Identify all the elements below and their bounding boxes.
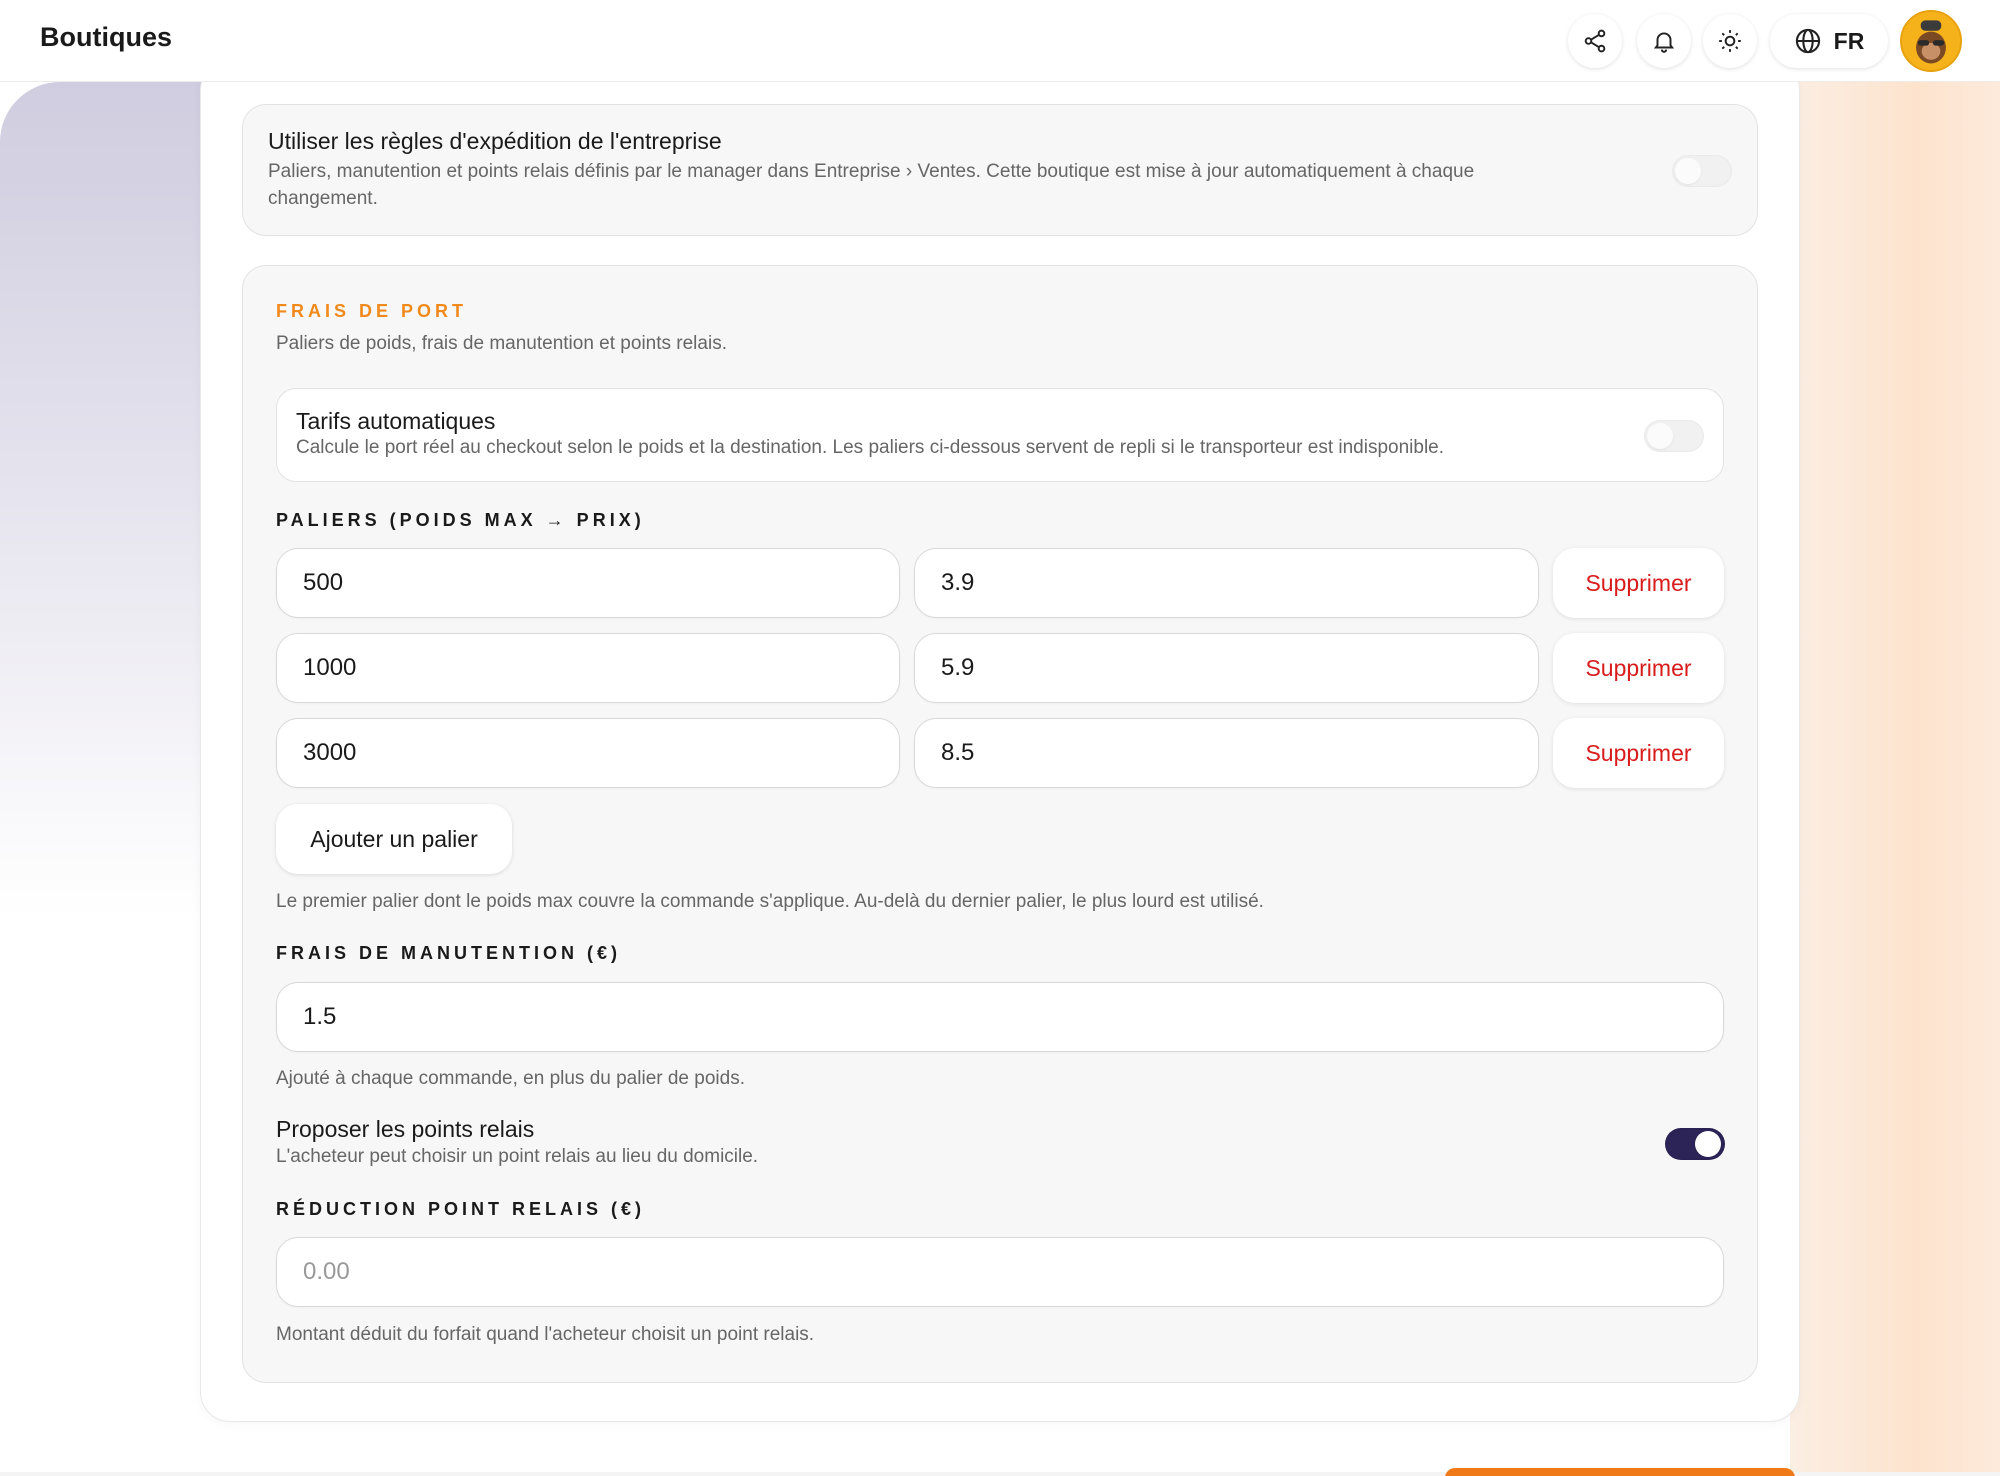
relay-points-description: L'acheteur peut choisir un point relais au lieu du domicile. <box>276 1146 759 1167</box>
add-tier-button[interactable]: Ajouter un palier <box>276 804 512 874</box>
top-bar <box>0 0 2000 82</box>
globe-icon <box>1794 27 1822 55</box>
bell-icon <box>1651 28 1677 54</box>
language-label: FR <box>1833 27 1865 54</box>
auto-rates-panel <box>276 388 1724 482</box>
toggle-knob <box>1675 158 1701 184</box>
background-right-gradient <box>1790 82 2000 1476</box>
tier-max-weight-input[interactable]: 500 <box>276 548 900 618</box>
tier-max-weight-input[interactable]: 3000 <box>276 718 900 788</box>
relay-points-toggle[interactable] <box>1665 1128 1725 1160</box>
tiers-help-text: Le premier palier dont le poids max couvre la commande s'applique. Au-delà du dernier palier, le plus lourd est utilisé. <box>276 891 1264 912</box>
tier-price-input[interactable]: 8.5 <box>914 718 1539 788</box>
share-button[interactable] <box>1568 14 1622 68</box>
shipping-section-description: Paliers de poids, frais de manutention et points relais. <box>276 333 727 354</box>
delete-tier-button[interactable]: Supprimer <box>1553 718 1724 788</box>
share-icon <box>1582 28 1608 54</box>
theme-toggle-button[interactable] <box>1703 14 1757 68</box>
handling-fees-label: FRAIS DE MANUTENTION (€) <box>276 943 621 963</box>
company-rules-toggle[interactable] <box>1672 155 1732 187</box>
tiers-label: PALIERS (POIDS MAX → PRIX) <box>276 510 645 530</box>
company-rules-description: Paliers, manutention et points relais définis par le manager dans Entreprise › Ventes. Cette boutique est mise à jour automatiquement à chaque changement. <box>268 161 1475 209</box>
company-rules-title: Utiliser les règles d'expédition de l'entreprise <box>268 128 722 154</box>
sun-icon <box>1717 28 1743 54</box>
tier-price-input[interactable]: 5.9 <box>914 633 1539 703</box>
auto-rates-title: Tarifs automatiques <box>296 408 496 434</box>
user-avatar-icon <box>1902 12 1960 70</box>
tier-max-weight-input[interactable]: 1000 <box>276 633 900 703</box>
relay-discount-label: RÉDUCTION POINT RELAIS (€) <box>276 1199 646 1219</box>
handling-fees-input[interactable]: 1.5 <box>276 982 1724 1052</box>
auto-rates-description: Calcule le port réel au checkout selon le poids et la destination. Les paliers ci-dessous servent de repli si le transporteur est indisponible. <box>296 437 1445 458</box>
relay-points-title: Proposer les points relais <box>276 1116 535 1142</box>
handling-fees-help-text: Ajouté à chaque commande, en plus du palier de poids. <box>276 1068 745 1089</box>
relay-discount-help-text: Montant déduit du forfait quand l'acheteur choisit un point relais. <box>276 1324 815 1345</box>
avatar[interactable] <box>1900 10 1962 72</box>
relay-discount-input[interactable]: 0.00 <box>276 1237 1724 1307</box>
auto-rates-toggle[interactable] <box>1644 420 1704 452</box>
shipping-section-label: FRAIS DE PORT <box>276 301 468 321</box>
language-selector[interactable] <box>1770 14 1888 68</box>
page-title: Boutiques <box>40 22 172 52</box>
toggle-knob <box>1695 1131 1721 1157</box>
tier-price-input[interactable]: 3.9 <box>914 548 1539 618</box>
notifications-button[interactable] <box>1637 14 1691 68</box>
toggle-knob <box>1647 423 1673 449</box>
delete-tier-button[interactable]: Supprimer <box>1553 548 1724 618</box>
primary-action-button-edge[interactable] <box>1445 1468 1795 1476</box>
delete-tier-button[interactable]: Supprimer <box>1553 633 1724 703</box>
